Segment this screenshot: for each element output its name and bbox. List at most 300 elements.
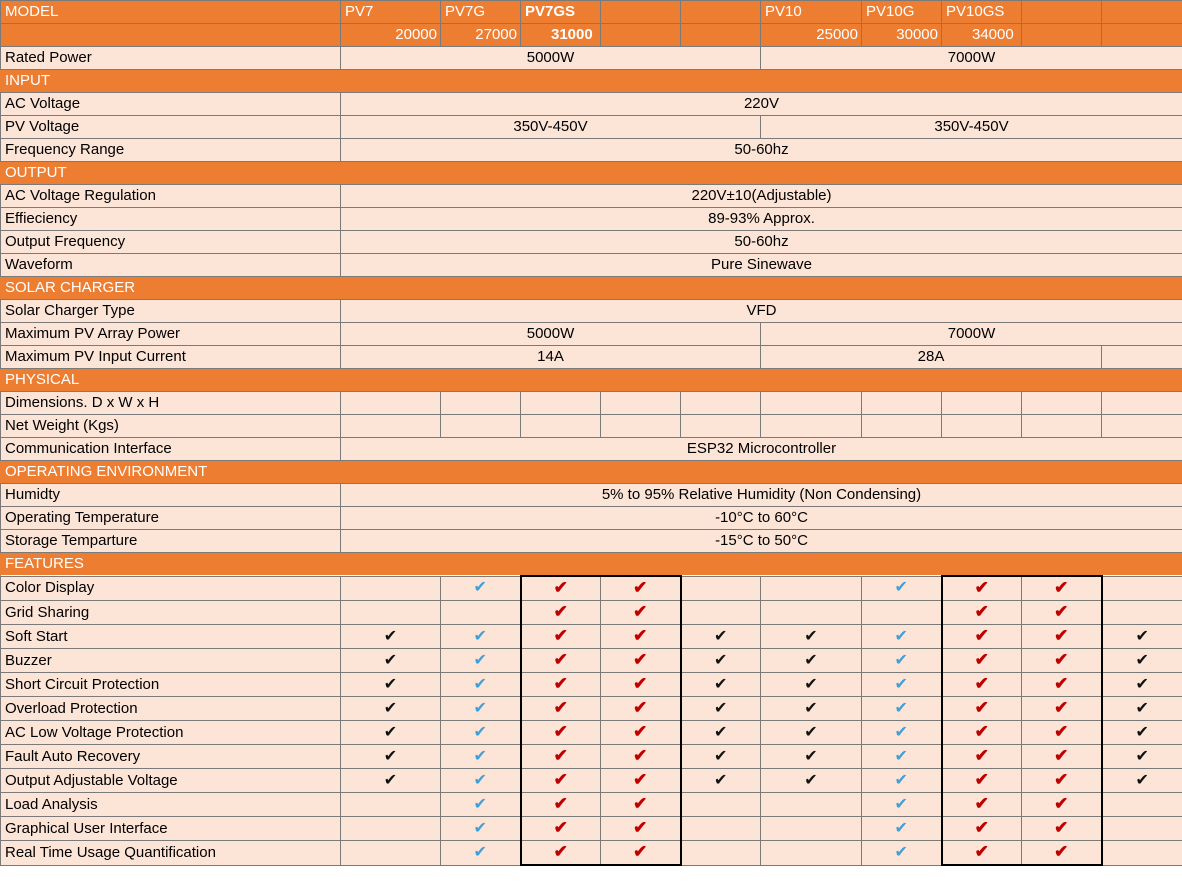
feature-cell (601, 817, 681, 841)
check-icon: ✔ (473, 747, 487, 765)
ac-regulation-row (1, 185, 1182, 208)
check-icon: ✔ (974, 602, 989, 621)
check-icon: ✔ (714, 651, 728, 669)
row-label: AC Voltage (1, 93, 341, 116)
check-icon: ✔ (894, 771, 908, 789)
check-icon: ✔ (894, 723, 908, 741)
feature-cell (862, 793, 942, 817)
check-icon: ✔ (974, 698, 989, 717)
row-label: Net Weight (Kgs) (1, 415, 341, 438)
check-icon: ✔ (553, 626, 568, 645)
check-icon: ✔ (553, 698, 568, 717)
feature-cell (862, 745, 942, 769)
check-icon: ✔ (894, 675, 908, 693)
feature-cell (681, 817, 761, 841)
section-title: OPERATING ENVIRONMENT (1, 461, 1182, 484)
feature-cell (942, 649, 1022, 673)
input-current-a: 14A (341, 346, 761, 369)
model-blank-1 (601, 1, 681, 24)
empty-cell (1102, 392, 1182, 415)
feature-cell (942, 745, 1022, 769)
check-icon: ✔ (1054, 602, 1069, 621)
feature-cell (441, 721, 521, 745)
check-icon: ✔ (553, 842, 568, 861)
check-icon: ✔ (1054, 650, 1069, 669)
feature-cell (341, 841, 441, 866)
check-icon: ✔ (974, 770, 989, 789)
feature-cell (341, 793, 441, 817)
feature-label: Overload Protection (1, 697, 341, 721)
code-blank-3 (1022, 24, 1102, 47)
feature-cell (761, 793, 862, 817)
feature-cell (521, 673, 601, 697)
feature-row (1, 673, 1182, 697)
rated-power-b: 7000W (761, 47, 1182, 70)
check-icon: ✔ (894, 747, 908, 765)
feature-cell (341, 649, 441, 673)
array-power-row (1, 323, 1182, 346)
input-current-b: 28A (761, 346, 1102, 369)
check-icon: ✔ (633, 626, 648, 645)
feature-cell (521, 625, 601, 649)
feature-label: Buzzer (1, 649, 341, 673)
feature-cell (341, 721, 441, 745)
feature-cell (681, 576, 761, 601)
check-icon: ✔ (714, 627, 728, 645)
check-icon: ✔ (473, 579, 487, 597)
check-icon: ✔ (894, 651, 908, 669)
empty-cell (341, 392, 441, 415)
check-icon: ✔ (1135, 723, 1149, 741)
row-label: Effieciency (1, 208, 341, 231)
check-icon: ✔ (714, 699, 728, 717)
feature-cell (601, 793, 681, 817)
feature-cell (761, 625, 862, 649)
feature-label: Load Analysis (1, 793, 341, 817)
code-pv7g: 27000 (441, 24, 521, 47)
frequency-range-value: 50-60hz (341, 139, 1182, 162)
check-icon: ✔ (804, 699, 818, 717)
header-model-row (1, 1, 1182, 24)
check-icon: ✔ (553, 818, 568, 837)
feature-cell (1022, 625, 1102, 649)
row-label: Solar Charger Type (1, 300, 341, 323)
feature-cell (601, 721, 681, 745)
pv-voltage-a: 350V-450V (341, 116, 761, 139)
feature-cell (862, 817, 942, 841)
feature-cell (1102, 697, 1182, 721)
feature-row (1, 576, 1182, 601)
check-icon: ✔ (1135, 771, 1149, 789)
feature-cell (341, 673, 441, 697)
feature-cell (942, 576, 1022, 601)
check-icon: ✔ (473, 843, 487, 861)
humidity-value: 5% to 95% Relative Humidity (Non Condensing) (341, 484, 1182, 507)
check-icon: ✔ (804, 651, 818, 669)
feature-cell (1102, 817, 1182, 841)
feature-cell (1102, 576, 1182, 601)
feature-cell (862, 721, 942, 745)
feature-label: AC Low Voltage Protection (1, 721, 341, 745)
model-pv7gs: PV7GS (521, 1, 601, 24)
code-pv7: 20000 (341, 24, 441, 47)
feature-cell (1022, 721, 1102, 745)
feature-cell (521, 697, 601, 721)
input-current-row (1, 346, 1182, 369)
feature-cell (341, 745, 441, 769)
row-label: Rated Power (1, 47, 341, 70)
check-icon: ✔ (633, 674, 648, 693)
feature-cell (862, 769, 942, 793)
check-icon: ✔ (974, 626, 989, 645)
section-features (1, 553, 1182, 577)
feature-cell (862, 625, 942, 649)
feature-cell (942, 673, 1022, 697)
model-pv10gs: PV10GS (942, 1, 1022, 24)
feature-row (1, 817, 1182, 841)
check-icon: ✔ (1054, 722, 1069, 741)
empty-cell (1102, 415, 1182, 438)
output-frequency-value: 50-60hz (341, 231, 1182, 254)
check-icon: ✔ (383, 651, 398, 669)
feature-cell (1102, 793, 1182, 817)
row-label: Frequency Range (1, 139, 341, 162)
row-label: Waveform (1, 254, 341, 277)
ac-regulation-value: 220V±10(Adjustable) (341, 185, 1182, 208)
check-icon: ✔ (553, 578, 568, 597)
check-icon: ✔ (383, 723, 398, 741)
check-icon: ✔ (714, 747, 728, 765)
row-label: Communication Interface (1, 438, 341, 461)
check-icon: ✔ (553, 674, 568, 693)
communication-row (1, 438, 1182, 461)
empty-cell (341, 415, 441, 438)
feature-row (1, 625, 1182, 649)
ac-voltage-value: 220V (341, 93, 1182, 116)
model-blank-3 (1022, 1, 1102, 24)
check-icon: ✔ (974, 578, 989, 597)
communication-value: ESP32 Microcontroller (341, 438, 1182, 461)
check-icon: ✔ (553, 722, 568, 741)
feature-cell (1022, 649, 1102, 673)
feature-row (1, 793, 1182, 817)
check-icon: ✔ (383, 627, 398, 645)
dimensions-row (1, 392, 1182, 415)
feature-cell (601, 576, 681, 601)
code-pv7gs: 31000 (521, 24, 601, 47)
feature-cell (521, 793, 601, 817)
feature-cell (601, 745, 681, 769)
feature-cell (601, 697, 681, 721)
check-icon: ✔ (633, 698, 648, 717)
rated-power-row (1, 47, 1182, 70)
check-icon: ✔ (974, 650, 989, 669)
check-icon: ✔ (633, 818, 648, 837)
feature-cell (761, 769, 862, 793)
check-icon: ✔ (1135, 651, 1149, 669)
empty-cell (521, 415, 601, 438)
feature-cell (601, 601, 681, 625)
code-pv10: 25000 (761, 24, 862, 47)
check-icon: ✔ (1135, 699, 1149, 717)
empty-cell (942, 415, 1022, 438)
feature-cell (1102, 625, 1182, 649)
feature-row (1, 601, 1182, 625)
empty-cell (862, 392, 942, 415)
feature-cell (441, 601, 521, 625)
check-icon: ✔ (473, 795, 487, 813)
section-title: FEATURES (1, 553, 1182, 577)
check-icon: ✔ (383, 699, 398, 717)
feature-cell (942, 841, 1022, 866)
row-label: Storage Temparture (1, 530, 341, 553)
operating-temp-value: -10°C to 60°C (341, 507, 1182, 530)
check-icon: ✔ (804, 675, 818, 693)
feature-cell (1022, 576, 1102, 601)
feature-cell (1022, 841, 1102, 866)
feature-cell (1022, 817, 1102, 841)
empty-cell (681, 392, 761, 415)
feature-cell (441, 817, 521, 841)
check-icon: ✔ (383, 675, 398, 693)
section-title: SOLAR CHARGER (1, 277, 1182, 300)
feature-row (1, 697, 1182, 721)
empty-cell (761, 392, 862, 415)
feature-cell (341, 817, 441, 841)
check-icon: ✔ (894, 795, 908, 813)
feature-cell (521, 817, 601, 841)
feature-label: Short Circuit Protection (1, 673, 341, 697)
feature-cell (341, 769, 441, 793)
check-icon: ✔ (553, 650, 568, 669)
feature-cell (521, 721, 601, 745)
check-icon: ✔ (974, 818, 989, 837)
code-label (1, 24, 341, 47)
check-icon: ✔ (804, 747, 818, 765)
feature-cell (1022, 745, 1102, 769)
check-icon: ✔ (894, 819, 908, 837)
feature-cell (521, 769, 601, 793)
feature-cell (761, 721, 862, 745)
model-pv10: PV10 (761, 1, 862, 24)
feature-row (1, 745, 1182, 769)
feature-cell (601, 769, 681, 793)
check-icon: ✔ (714, 771, 728, 789)
check-icon: ✔ (633, 650, 648, 669)
check-icon: ✔ (633, 578, 648, 597)
feature-cell (942, 793, 1022, 817)
check-icon: ✔ (974, 674, 989, 693)
empty-cell (942, 392, 1022, 415)
feature-cell (521, 841, 601, 866)
model-pv7: PV7 (341, 1, 441, 24)
feature-cell (1102, 673, 1182, 697)
check-icon: ✔ (1054, 698, 1069, 717)
feature-cell (681, 601, 761, 625)
row-label: Maximum PV Input Current (1, 346, 341, 369)
check-icon: ✔ (633, 746, 648, 765)
pv-voltage-row (1, 116, 1182, 139)
row-label: Dimensions. D x W x H (1, 392, 341, 415)
frequency-range-row (1, 139, 1182, 162)
check-icon: ✔ (1054, 746, 1069, 765)
storage-temp-row (1, 530, 1182, 553)
feature-cell (681, 697, 761, 721)
feature-cell (942, 769, 1022, 793)
empty-cell (441, 415, 521, 438)
feature-cell (341, 601, 441, 625)
check-icon: ✔ (473, 771, 487, 789)
code-blank-2 (681, 24, 761, 47)
feature-cell (601, 649, 681, 673)
check-icon: ✔ (383, 771, 398, 789)
feature-label: Color Display (1, 576, 341, 601)
feature-cell (862, 649, 942, 673)
check-icon: ✔ (804, 627, 818, 645)
check-icon: ✔ (553, 746, 568, 765)
efficiency-value: 89-93% Approx. (341, 208, 1182, 231)
check-icon: ✔ (1054, 626, 1069, 645)
check-icon: ✔ (714, 675, 728, 693)
feature-cell (681, 649, 761, 673)
feature-cell (681, 673, 761, 697)
feature-cell (441, 576, 521, 601)
feature-cell (521, 649, 601, 673)
feature-cell (942, 697, 1022, 721)
pv-voltage-b: 350V-450V (761, 116, 1182, 139)
solar-type-row (1, 300, 1182, 323)
section-title: INPUT (1, 70, 1182, 93)
code-pv10gs: 34000 (942, 24, 1022, 47)
check-icon: ✔ (473, 819, 487, 837)
section-solar-charger (1, 277, 1182, 300)
model-pv7g: PV7G (441, 1, 521, 24)
model-pv10g: PV10G (862, 1, 942, 24)
check-icon: ✔ (894, 699, 908, 717)
feature-cell (1102, 841, 1182, 866)
row-label: Maximum PV Array Power (1, 323, 341, 346)
feature-cell (681, 625, 761, 649)
check-icon: ✔ (633, 602, 648, 621)
feature-cell (341, 697, 441, 721)
feature-cell (862, 841, 942, 866)
check-icon: ✔ (553, 770, 568, 789)
check-icon: ✔ (804, 723, 818, 741)
feature-cell (601, 625, 681, 649)
feature-cell (341, 625, 441, 649)
model-blank-4 (1102, 1, 1182, 24)
check-icon: ✔ (974, 842, 989, 861)
feature-cell (681, 769, 761, 793)
check-icon: ✔ (633, 770, 648, 789)
feature-cell (942, 721, 1022, 745)
solar-type-value: VFD (341, 300, 1182, 323)
ac-voltage-row (1, 93, 1182, 116)
feature-row (1, 769, 1182, 793)
check-icon: ✔ (633, 794, 648, 813)
feature-cell (681, 841, 761, 866)
feature-label: Real Time Usage Quantification (1, 841, 341, 866)
feature-cell (681, 745, 761, 769)
feature-cell (862, 673, 942, 697)
check-icon: ✔ (1135, 747, 1149, 765)
feature-cell (441, 649, 521, 673)
array-power-b: 7000W (761, 323, 1182, 346)
feature-label: Grid Sharing (1, 601, 341, 625)
feature-cell (681, 793, 761, 817)
check-icon: ✔ (473, 627, 487, 645)
check-icon: ✔ (974, 794, 989, 813)
feature-cell (862, 697, 942, 721)
feature-cell (761, 673, 862, 697)
empty-cell (521, 392, 601, 415)
empty-cell (862, 415, 942, 438)
check-icon: ✔ (1135, 627, 1149, 645)
feature-cell (1102, 769, 1182, 793)
feature-label: Graphical User Interface (1, 817, 341, 841)
feature-cell (1102, 721, 1182, 745)
feature-cell (942, 817, 1022, 841)
feature-cell (441, 697, 521, 721)
waveform-value: Pure Sinewave (341, 254, 1182, 277)
check-icon: ✔ (894, 843, 908, 861)
code-blank-1 (601, 24, 681, 47)
empty-cell (441, 392, 521, 415)
feature-cell (1102, 649, 1182, 673)
row-label: Operating Temperature (1, 507, 341, 530)
feature-cell (1102, 601, 1182, 625)
check-icon: ✔ (1054, 674, 1069, 693)
feature-cell (441, 745, 521, 769)
feature-cell (441, 793, 521, 817)
check-icon: ✔ (974, 722, 989, 741)
check-icon: ✔ (553, 602, 568, 621)
feature-cell (1102, 745, 1182, 769)
check-icon: ✔ (1054, 842, 1069, 861)
check-icon: ✔ (473, 675, 487, 693)
net-weight-row (1, 415, 1182, 438)
input-current-blank (1102, 346, 1182, 369)
model-blank-2 (681, 1, 761, 24)
check-icon: ✔ (1054, 770, 1069, 789)
array-power-a: 5000W (341, 323, 761, 346)
feature-cell (441, 673, 521, 697)
row-label: AC Voltage Regulation (1, 185, 341, 208)
feature-cell (601, 673, 681, 697)
feature-row (1, 649, 1182, 673)
humidity-row (1, 484, 1182, 507)
check-icon: ✔ (383, 747, 398, 765)
model-label: MODEL (1, 1, 341, 24)
feature-row (1, 721, 1182, 745)
check-icon: ✔ (894, 627, 908, 645)
section-physical (1, 369, 1182, 392)
feature-cell (862, 576, 942, 601)
section-title: OUTPUT (1, 162, 1182, 185)
feature-cell (1022, 793, 1102, 817)
feature-cell (341, 576, 441, 601)
check-icon: ✔ (1054, 794, 1069, 813)
feature-cell (601, 841, 681, 866)
feature-cell (942, 601, 1022, 625)
empty-cell (601, 415, 681, 438)
feature-cell (862, 601, 942, 625)
waveform-row (1, 254, 1182, 277)
feature-cell (1022, 769, 1102, 793)
section-input (1, 70, 1182, 93)
feature-label: Soft Start (1, 625, 341, 649)
section-operating-environment (1, 461, 1182, 484)
